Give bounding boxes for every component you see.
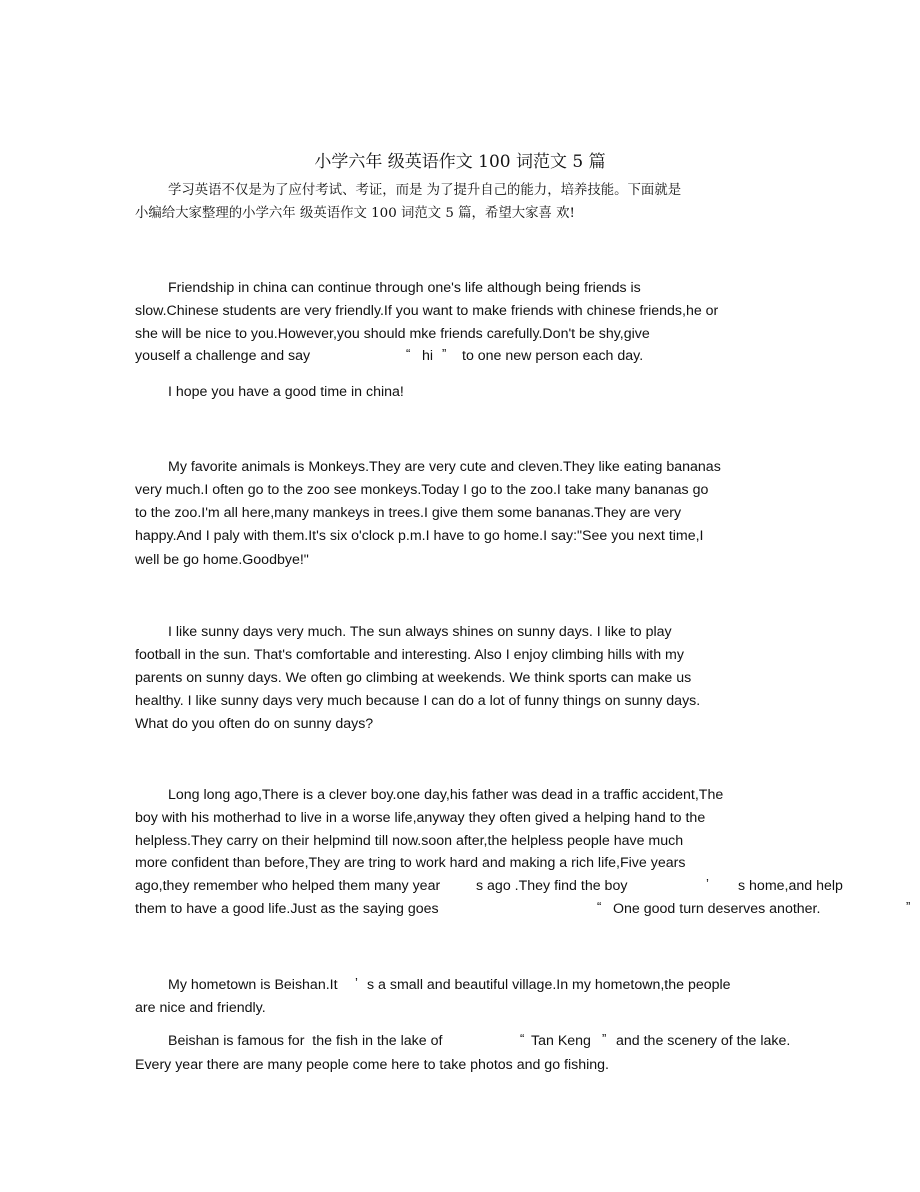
essay4-line-5b: s ago .They find the boy [476, 878, 628, 894]
essay5-line-2: are nice and friendly. [135, 1000, 266, 1016]
essay3-line-5: What do you often do on sunny days? [135, 716, 374, 732]
essay5-line-3a: Beishan is famous for the fish in the lake of [168, 1033, 443, 1049]
intro-line-1: 学习英语不仅是为了应付考试、考证，而是 为了提升自己的能力，培养技能。下面就是 [168, 183, 682, 198]
essay4-line-5a: ago,they remember who helped them many year [135, 878, 441, 894]
place-name: Tan Keng [531, 1033, 591, 1049]
essay4-saying: One good turn deserves another. [613, 901, 821, 917]
open-quote: “ [597, 899, 602, 914]
essay2-line-1: My favorite animals is Monkeys.They are very cute and cleven.They like eating bananas [168, 459, 721, 475]
essay1-line-3: she will be nice to you.However,you should mke friends carefully.Don't be shy,give [135, 326, 650, 342]
essay2-line-4: happy.And I paly with them.It's six o'clock p.m.I have to go home.I say:"See you next time,I [135, 528, 704, 544]
essay1-line-2: slow.Chinese students are very friendly.If you want to make friends with chinese friends,he or [135, 303, 719, 319]
essay4-line-2: boy with his motherhad to live in a worse life,anyway they often gived a helping hand to the [135, 810, 706, 826]
essay4-line-6a: them to have a good life.Just as the saying goes [135, 901, 439, 917]
essay5-line-3b: and the scenery of the lake. [616, 1033, 791, 1049]
essay5-line-1a: My hometown is Beishan.It [168, 977, 338, 993]
essay2-line-5: well be go home.Goodbye!" [135, 552, 309, 568]
essay2-line-3: to the zoo.I'm all here,many mankeys in trees.I give them some bananas.They are very [135, 505, 682, 521]
essay5-line-1b: s a small and beautiful village.In my hometown,the people [367, 977, 731, 993]
essay1-line-4b: to one new person each day. [462, 348, 644, 364]
essay1-line-1: Friendship in china can continue through one's life although being friends is [168, 280, 641, 296]
essay4-line-4: more confident than before,They are tring to work hard and making a rich life,Five years [135, 855, 686, 871]
essay1-line-4a: youself a challenge and say [135, 348, 311, 364]
close-quote: ” [602, 1031, 607, 1046]
apostrophe: ’ [355, 975, 358, 990]
open-quote: “ [406, 346, 411, 361]
essay4-line-1: Long long ago,There is a clever boy.one day,his father was dead in a traffic accident,The [168, 787, 724, 803]
open-quote: “ [520, 1031, 525, 1046]
close-quote: ” [906, 899, 911, 914]
essay2-line-2: very much.I often go to the zoo see monkeys.Today I go to the zoo.I take many bananas go [135, 482, 709, 498]
page-title: 小学六年 级英语作文 100 词范文 5 篇 [314, 152, 606, 172]
apostrophe: ’ [706, 876, 709, 891]
essay4-line-5c: s home,and help [738, 878, 843, 894]
essay3-line-1: I like sunny days very much. The sun always shines on sunny days. I like to play [168, 624, 672, 640]
essay3-line-4: healthy. I like sunny days very much because I can do a lot of funny things on sunny days. [135, 693, 701, 709]
essay4-line-3: helpless.They carry on their helpmind till now.soon after,the helpless people have much [135, 833, 684, 849]
close-quote: ” [442, 346, 447, 361]
essay3-line-3: parents on sunny days. We often go climbing at weekends. We think sports can make us [135, 670, 692, 686]
essay1-closing-line: I hope you have a good time in china! [168, 384, 404, 400]
intro-line-2: 小编给大家整理的小学六年 级英语作文 100 词范文 5 篇，希望大家喜 欢! [135, 206, 575, 221]
essay5-line-4: Every year there are many people come here to take photos and go fishing. [135, 1057, 609, 1073]
essay3-line-2: football in the sun. That's comfortable and interesting. Also I enjoy climbing hills with my [135, 647, 684, 663]
essay1-quoted-word: hi [422, 348, 434, 364]
